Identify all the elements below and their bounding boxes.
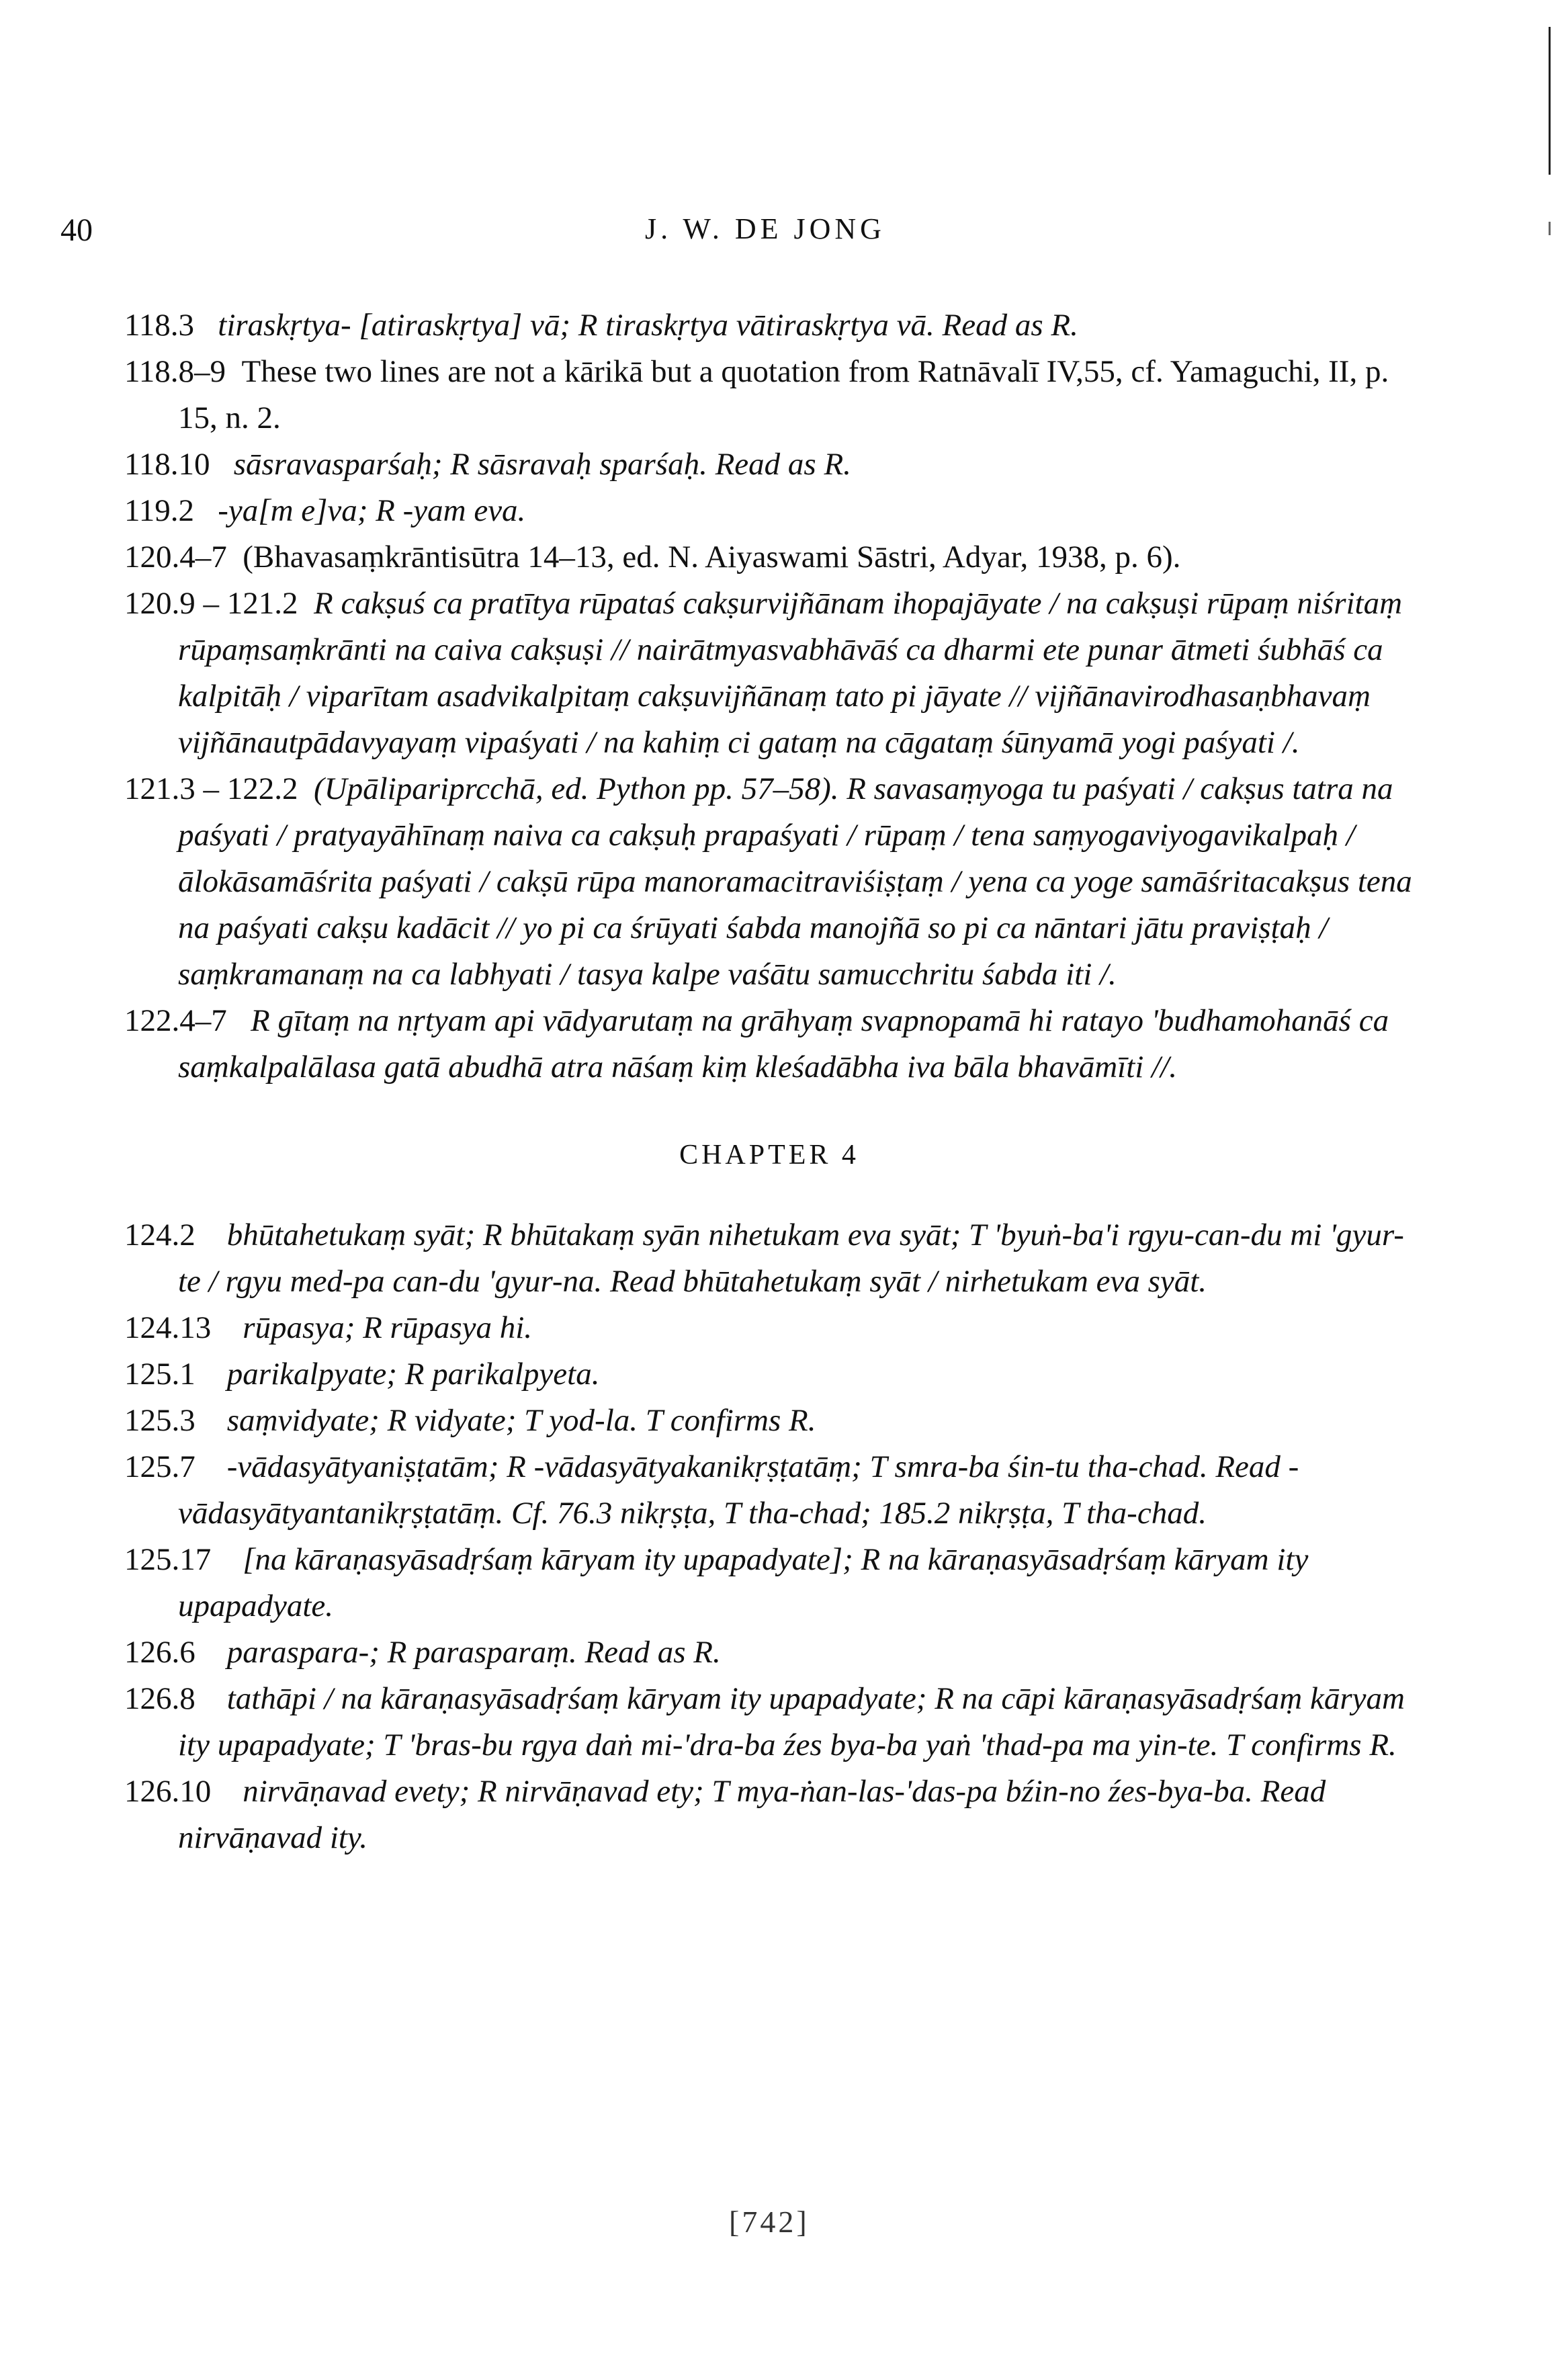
margin-rule — [1549, 222, 1551, 235]
margin-rule — [1549, 27, 1551, 175]
note: 121.3 – 122.2 (Upālipariprcchā, ed. Python pp. 57–58). R savasaṃyoga tu paśyati / cakṣus tatra na paśyati / pratyayāhīnaṃ naiva ca cakṣuḥ prapaśyati / rūpaṃ / tena saṃyogaviyogavikalpaḥ / ālokāsamāśrita paśyati / cakṣū rūpa manoramacitraviśiṣṭaṃ / yena ca yoge samāśritacakṣus tena na paśyati cakṣu kadācit // yo pi ca śrūyati śabda manojñā so pi ca nāntari jātu praviṣṭaḥ / saṃkramanaṃ na ca labhyati / tasya kalpe vaśātu samucchritu śabda iti /. — [124, 771, 1412, 992]
note: 125.1 parikalpyate; R parikalpyeta. — [124, 1357, 600, 1392]
note: 118.10 sāsravasparśaḥ; R sāsravaḥ sparśaḥ. Read as R. — [124, 447, 851, 482]
note: 119.2 -ya[m e]va; R -yam eva. — [124, 493, 526, 528]
note: 125.17 [na kāraṇasyāsadṛśaṃ kāryam ity upapadyate]; R na kāraṇasyāsadṛśaṃ kāryam ity upapadyate. — [124, 1542, 1309, 1623]
note: 126.10 nirvāṇavad evety; R nirvāṇavad ety; T mya-ṅan-las-'das-pa bźin-no źes-bya-ba. Read nirvāṇavad ity. — [124, 1774, 1326, 1855]
note: 120.4–7 (Bhavasaṃkrāntisūtra 14–13, ed. N. Aiyaswami Sāstri, Adyar, 1938, p. 6). — [124, 540, 1181, 575]
notes-body — [124, 302, 1414, 1861]
note: 118.8–9 These two lines are not a kārikā but a quotation from Ratnāvalī IV,55, cf. Yamaguchi, II, p. 15, n. 2. — [124, 354, 1389, 435]
chapter-heading: CHAPTER 4 — [679, 1140, 859, 1171]
note: 118.3 tiraskṛtya- [atiraskṛtya] vā; R tiraskṛtya vātiraskṛtya vā. Read as R. — [124, 308, 1078, 343]
note: 126.6 paraspara-; R parasparaṃ. Read as R. — [124, 1635, 721, 1670]
note: 122.4–7 R gītaṃ na nṛtyam api vādyarutaṃ na grāhyaṃ svapnopamā hi ratayo 'budhamohanāś ca saṃkalpalālasa gatā abudhā atra nāśaṃ kiṃ kleśadābha iva bāla bhavāmīti //. — [124, 1003, 1389, 1085]
note: 124.13 rūpasya; R rūpasya hi. — [124, 1310, 533, 1345]
note: 124.2 bhūtahetukaṃ syāt; R bhūtakaṃ syān nihetukam eva syāt; T 'byuṅ-ba'i rgyu-can-du mi 'gyur-te / rgyu med-pa can-du 'gyur-na. Read bhūtahetukaṃ syāt / nirhetukam eva syāt. — [124, 1218, 1404, 1299]
page-number: 40 — [60, 212, 93, 248]
note: 126.8 tathāpi / na kāraṇasyāsadṛśaṃ kāryam ity upapadyate; R na cāpi kāraṇasyāsadṛśaṃ kāryam ity upapadyate; T 'bras-bu rgya daṅ mi-'dra-ba źes bya-ba yaṅ 'thad-pa ma yin-te. T confirms R. — [124, 1681, 1405, 1762]
running-head: J. W. DE JONG — [645, 212, 885, 245]
page-header — [60, 212, 1500, 265]
note: 120.9 – 121.2 R cakṣuś ca pratītya rūpataś cakṣurvijñānam ihopajāyate / na cakṣuṣi rūpaṃ niśritaṃ rūpaṃsaṃkrānti na caiva cakṣuṣi // nairātmyasvabhāvāś ca dharmi ete punar ātmeti śubhāś ca kalpitāḥ / viparītam asadvikalpitaṃ cakṣuvijñānaṃ tato pi jāyate // vijñānavirodhasaṇbhavaṃ vijñānautpādavyayaṃ vipaśyati / na kahiṃ ci gataṃ na cāgataṃ śūnyamā yogi paśyati /. — [124, 586, 1403, 760]
folio-number: [742] — [729, 2205, 810, 2239]
note: 125.3 saṃvidyate; R vidyate; T yod-la. T confirms R. — [124, 1403, 816, 1438]
note: 125.7 -vādasyātyaniṣṭatām; R -vādasyātyakanikṛṣṭatāṃ; T smra-ba śin-tu tha-chad. Read -vādasyātyantanikṛṣṭatāṃ. Cf. 76.3 nikṛṣṭa, T tha-chad; 185.2 nikṛṣṭa, T tha-chad. — [124, 1449, 1299, 1531]
